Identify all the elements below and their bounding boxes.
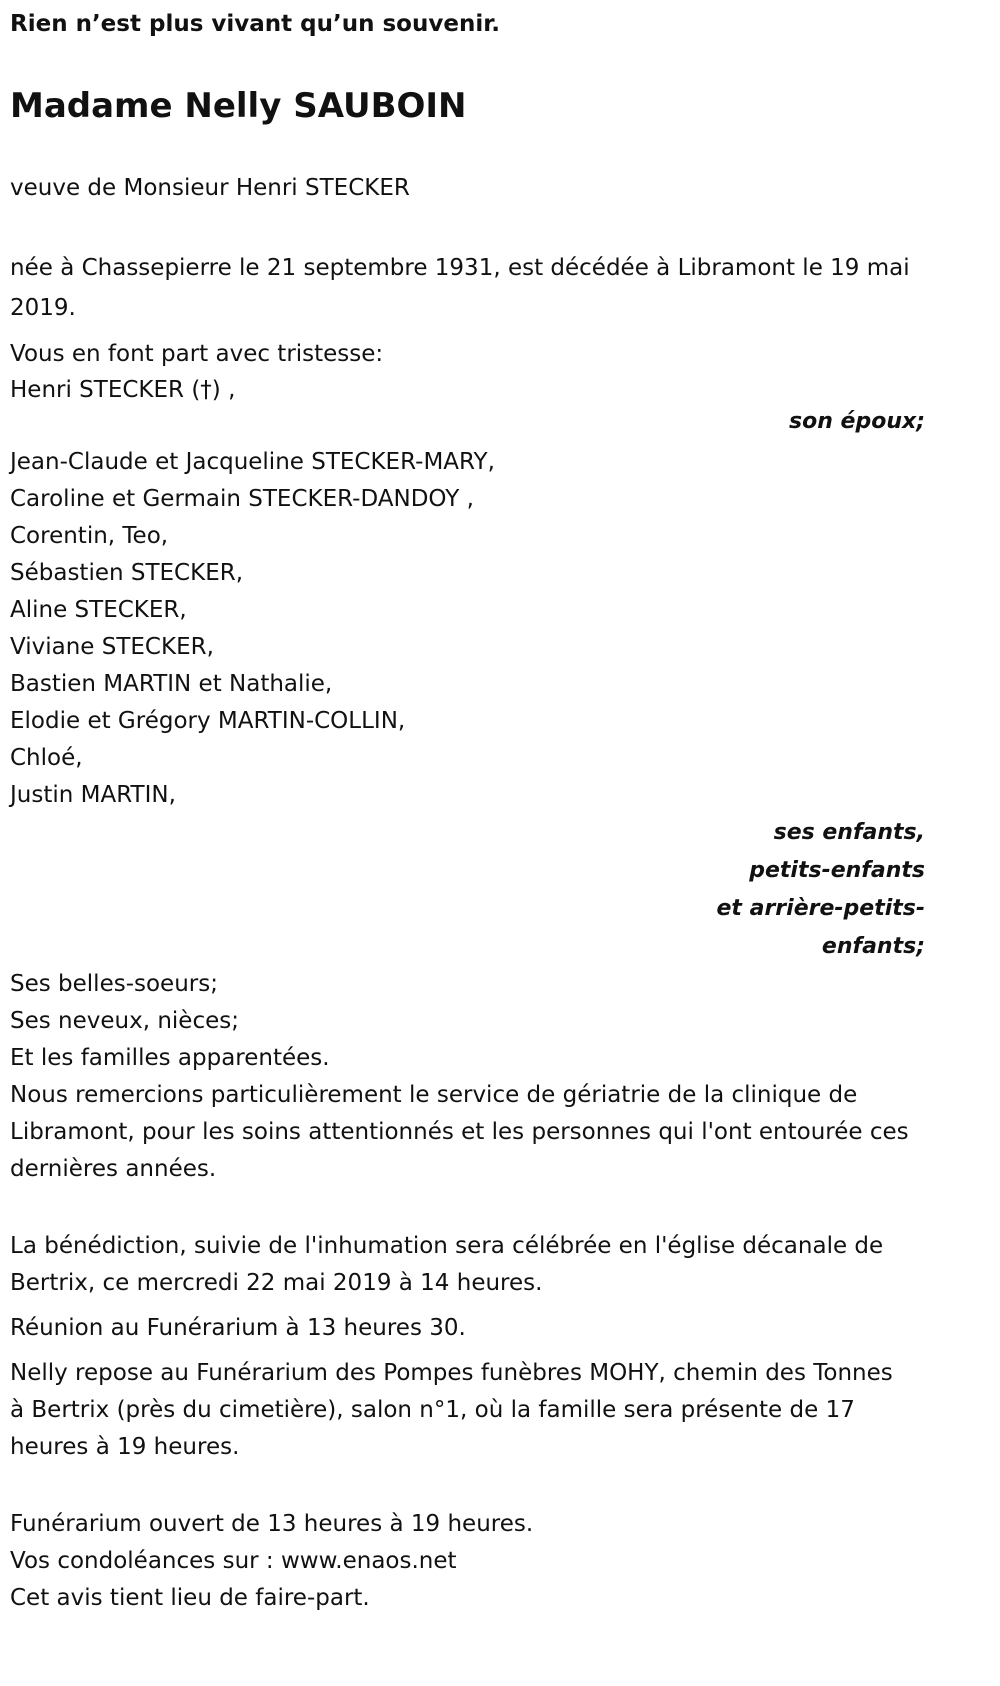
children-relation-2: et arrière-petits-enfants; bbox=[716, 896, 925, 959]
thanks-text: Nous remercions particulièrement le service de gériatrie de la clinique de Libramont, pour les soins attentionnés et les personnes qui l'ont entourée ces dernières années. bbox=[10, 1082, 909, 1182]
children-relation-1: ses enfants, petits-enfants bbox=[749, 820, 925, 883]
list-item: Justin MARTIN, bbox=[10, 782, 176, 808]
ceremony-text: La bénédiction, suivie de l'inhumation sera célébrée en l'église décanale de Bertrix, ce mercredi 22 mai 2019 à 14 heures. bbox=[10, 1233, 884, 1296]
deceased-name: Madame Nelly SAUBOIN bbox=[10, 86, 467, 126]
list-item: Et les familles apparentées. bbox=[10, 1045, 330, 1071]
list-item: Ses belles-soeurs; bbox=[10, 971, 218, 997]
widow-of: veuve de Monsieur Henri STECKER bbox=[10, 175, 410, 201]
spouse-relation: son époux; bbox=[789, 409, 925, 434]
list-item: Jean-Claude et Jacqueline STECKER-MARY, bbox=[10, 449, 495, 475]
children-list bbox=[10, 444, 925, 814]
list-item: Bastien MARTIN et Nathalie, bbox=[10, 671, 333, 697]
list-item: Corentin, Teo, bbox=[10, 523, 169, 549]
epigraph: Rien n’est plus vivant qu’un souvenir. bbox=[10, 11, 501, 37]
list-item: Sébastien STECKER, bbox=[10, 560, 244, 586]
list-item: Aline STECKER, bbox=[10, 597, 187, 623]
footer-line: Funérarium ouvert de 13 heures à 19 heures. bbox=[10, 1511, 534, 1537]
list-item: Ses neveux, nièces; bbox=[10, 1008, 239, 1034]
meeting-text: Réunion au Funérarium à 13 heures 30. bbox=[10, 1315, 466, 1341]
obituary-notice bbox=[10, 10, 925, 1617]
announce-intro: Vous en font part avec tristesse: bbox=[10, 341, 384, 367]
list-item: Chloé, bbox=[10, 745, 83, 771]
repose-text: Nelly repose au Funérarium des Pompes funèbres MOHY, chemin des Tonnes à Bertrix (près du cimetière), salon n°1, où la famille sera présente de 17 heures à 19 heures. bbox=[10, 1360, 893, 1460]
list-item: Caroline et Germain STECKER-DANDOY , bbox=[10, 486, 474, 512]
footer-line: Vos condoléances sur : www.enaos.net bbox=[10, 1548, 457, 1574]
footer-line: Cet avis tient lieu de faire-part. bbox=[10, 1585, 370, 1611]
list-item: Elodie et Grégory MARTIN-COLLIN, bbox=[10, 708, 406, 734]
birth-death-text: née à Chassepierre le 21 septembre 1931, est décédée à Libramont le 19 mai 2019. bbox=[10, 255, 910, 321]
spouse-line: Henri STECKER (†) , bbox=[10, 377, 236, 403]
list-item: Viviane STECKER, bbox=[10, 634, 214, 660]
